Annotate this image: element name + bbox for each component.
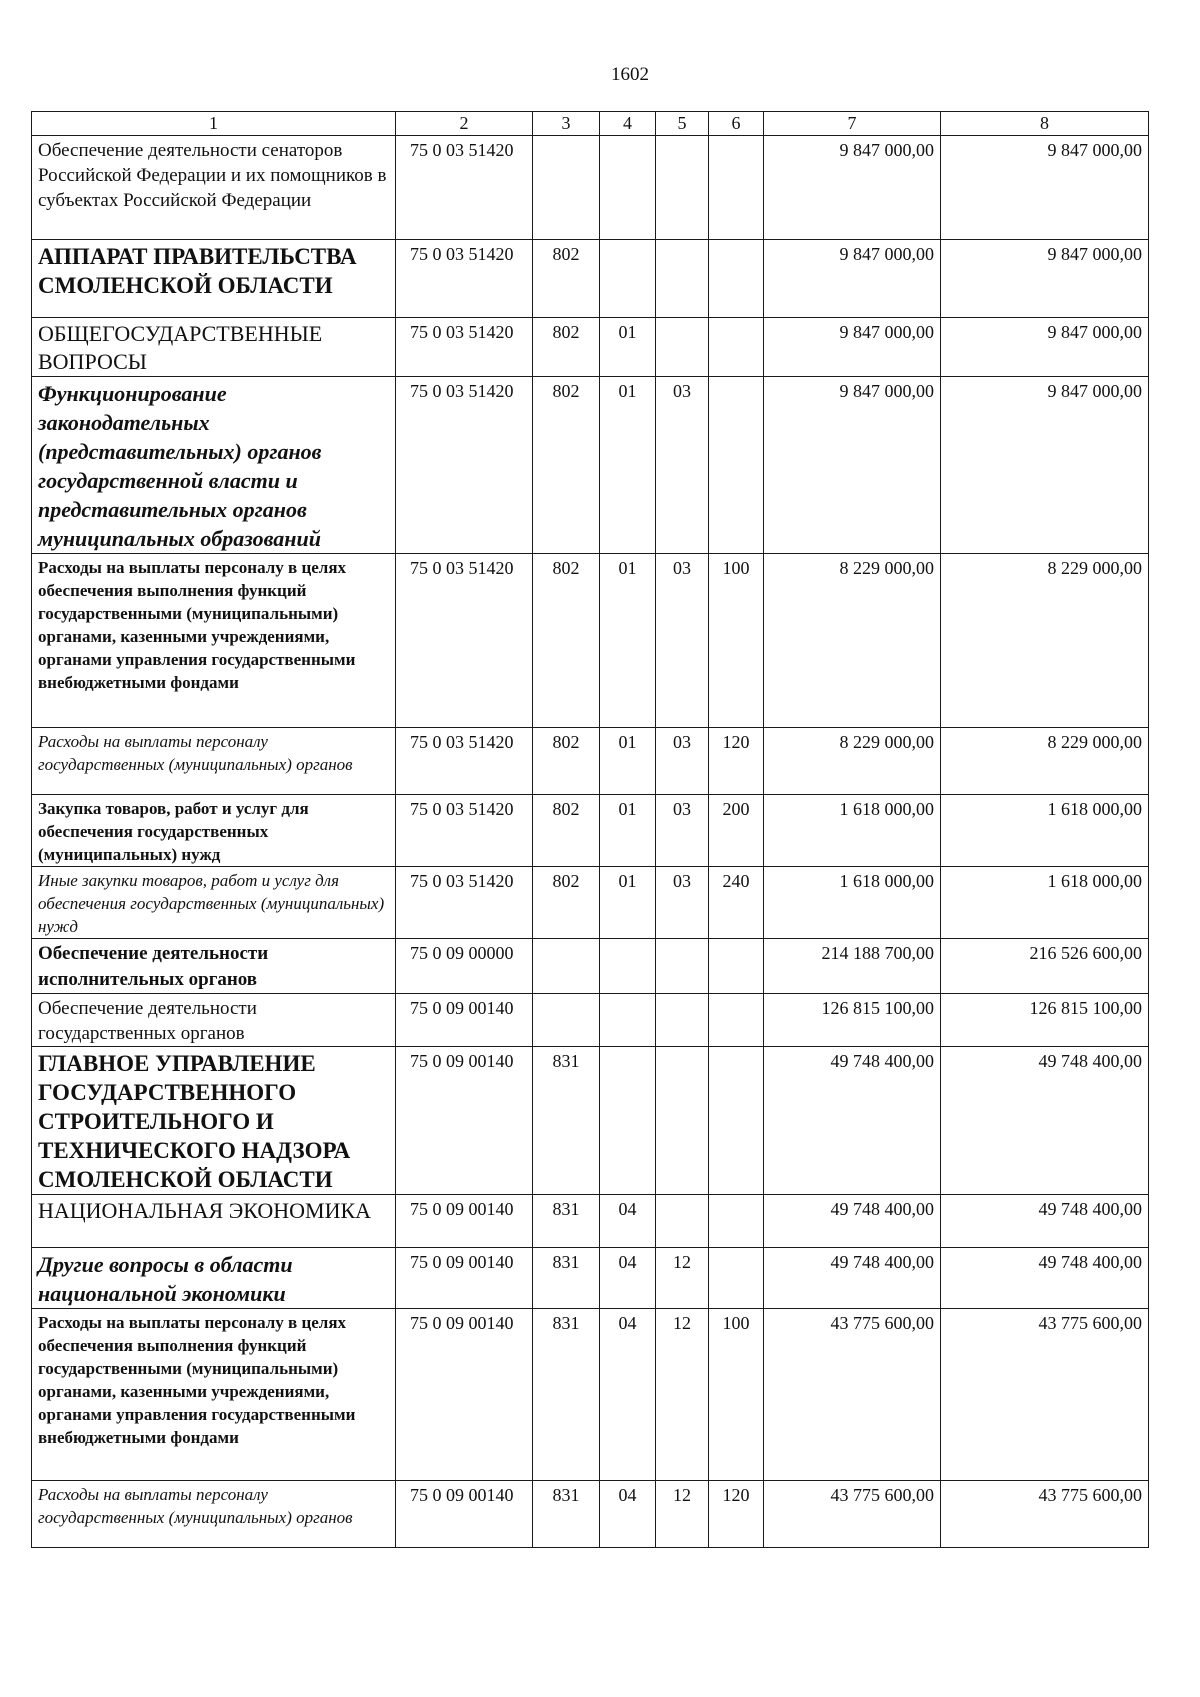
table-row <box>32 136 1149 240</box>
cell-amount-year-1: 9 847 000,00 <box>764 240 941 318</box>
cell-amount-year-2: 43 775 600,00 <box>941 1481 1149 1548</box>
table-row <box>32 554 1149 728</box>
cell-expense-type-code <box>709 1248 764 1309</box>
column-header: 2 <box>396 112 533 136</box>
cell-section-code: 01 <box>600 318 656 377</box>
cell-amount-year-2: 49 748 400,00 <box>941 1047 1149 1195</box>
cell-target-code: 75 0 03 51420 <box>396 136 533 240</box>
column-number-row <box>32 112 1149 136</box>
cell-amount-year-2: 216 526 600,00 <box>941 939 1149 994</box>
cell-amount-year-2: 9 847 000,00 <box>941 136 1149 240</box>
cell-description: ОБЩЕГОСУДАРСТВЕННЫЕ ВОПРОСЫ <box>32 318 396 377</box>
cell-target-code: 75 0 09 00140 <box>396 1047 533 1195</box>
cell-target-code: 75 0 09 00140 <box>396 1481 533 1548</box>
table-row <box>32 1195 1149 1248</box>
cell-expense-type-code: 120 <box>709 1481 764 1548</box>
table-row <box>32 318 1149 377</box>
cell-department-code: 802 <box>533 867 600 939</box>
cell-subsection-code: 03 <box>656 554 709 728</box>
cell-target-code: 75 0 03 51420 <box>396 795 533 867</box>
cell-subsection-code <box>656 994 709 1047</box>
cell-amount-year-2: 126 815 100,00 <box>941 994 1149 1047</box>
cell-amount-year-1: 214 188 700,00 <box>764 939 941 994</box>
cell-amount-year-2: 9 847 000,00 <box>941 240 1149 318</box>
cell-target-code: 75 0 03 51420 <box>396 554 533 728</box>
table-row <box>32 795 1149 867</box>
column-header: 5 <box>656 112 709 136</box>
cell-amount-year-1: 8 229 000,00 <box>764 554 941 728</box>
cell-target-code: 75 0 03 51420 <box>396 240 533 318</box>
cell-expense-type-code <box>709 1195 764 1248</box>
cell-target-code: 75 0 09 00140 <box>396 1195 533 1248</box>
cell-amount-year-2: 1 618 000,00 <box>941 795 1149 867</box>
cell-department-code: 831 <box>533 1195 600 1248</box>
cell-description: Закупка товаров, работ и услуг для обеспечения государственных (муниципальных) нужд <box>32 795 396 867</box>
cell-section-code <box>600 136 656 240</box>
cell-department-code: 802 <box>533 795 600 867</box>
cell-target-code: 75 0 03 51420 <box>396 728 533 795</box>
cell-amount-year-1: 49 748 400,00 <box>764 1248 941 1309</box>
cell-amount-year-2: 9 847 000,00 <box>941 377 1149 554</box>
table-body <box>32 112 1149 1548</box>
cell-subsection-code: 03 <box>656 728 709 795</box>
budget-table <box>31 111 1149 1548</box>
cell-department-code: 802 <box>533 554 600 728</box>
cell-amount-year-1: 9 847 000,00 <box>764 136 941 240</box>
cell-expense-type-code: 120 <box>709 728 764 795</box>
cell-amount-year-2: 49 748 400,00 <box>941 1195 1149 1248</box>
cell-amount-year-2: 8 229 000,00 <box>941 554 1149 728</box>
cell-department-code: 831 <box>533 1248 600 1309</box>
cell-subsection-code <box>656 1195 709 1248</box>
cell-target-code: 75 0 03 51420 <box>396 867 533 939</box>
cell-subsection-code: 03 <box>656 867 709 939</box>
cell-subsection-code: 12 <box>656 1248 709 1309</box>
column-header: 8 <box>941 112 1149 136</box>
cell-expense-type-code <box>709 318 764 377</box>
cell-expense-type-code: 200 <box>709 795 764 867</box>
table-row <box>32 1481 1149 1548</box>
table-row <box>32 377 1149 554</box>
cell-description: Обеспечение деятельности сенаторов Российской Федерации и их помощников в субъектах Российской Федерации <box>32 136 396 240</box>
cell-expense-type-code <box>709 994 764 1047</box>
cell-expense-type-code <box>709 377 764 554</box>
cell-target-code: 75 0 09 00000 <box>396 939 533 994</box>
cell-amount-year-1: 1 618 000,00 <box>764 867 941 939</box>
table-row <box>32 1047 1149 1195</box>
cell-amount-year-1: 126 815 100,00 <box>764 994 941 1047</box>
cell-section-code: 04 <box>600 1248 656 1309</box>
cell-description: Иные закупки товаров, работ и услуг для обеспечения государственных (муниципальных) нужд <box>32 867 396 939</box>
cell-section-code: 01 <box>600 795 656 867</box>
table-row <box>32 867 1149 939</box>
cell-expense-type-code <box>709 939 764 994</box>
cell-amount-year-2: 43 775 600,00 <box>941 1309 1149 1481</box>
page-number: 1602 <box>611 64 649 85</box>
column-header: 3 <box>533 112 600 136</box>
cell-section-code: 01 <box>600 728 656 795</box>
cell-section-code: 04 <box>600 1481 656 1548</box>
cell-description: Обеспечение деятельности государственных органов <box>32 994 396 1047</box>
cell-section-code <box>600 1047 656 1195</box>
cell-description: Обеспечение деятельности исполнительных органов <box>32 939 396 994</box>
cell-description: ГЛАВНОЕ УПРАВЛЕНИЕ ГОСУДАРСТВЕННОГО СТРОИТЕЛЬНОГО И ТЕХНИЧЕСКОГО НАДЗОРА СМОЛЕНСКОЙ ОБЛАСТИ <box>32 1047 396 1195</box>
cell-subsection-code: 12 <box>656 1309 709 1481</box>
cell-subsection-code: 03 <box>656 377 709 554</box>
cell-section-code <box>600 240 656 318</box>
cell-amount-year-2: 8 229 000,00 <box>941 728 1149 795</box>
cell-expense-type-code <box>709 136 764 240</box>
cell-expense-type-code <box>709 1047 764 1195</box>
column-header: 6 <box>709 112 764 136</box>
cell-section-code: 01 <box>600 554 656 728</box>
cell-description: Расходы на выплаты персоналу в целях обеспечения выполнения функций государственными (муниципальными) органами, казенными учреждениями, органами управления государственными внебюджетными фондами <box>32 1309 396 1481</box>
cell-amount-year-1: 49 748 400,00 <box>764 1195 941 1248</box>
cell-section-code: 04 <box>600 1309 656 1481</box>
table-row <box>32 728 1149 795</box>
cell-department-code: 831 <box>533 1481 600 1548</box>
column-header: 7 <box>764 112 941 136</box>
cell-amount-year-2: 1 618 000,00 <box>941 867 1149 939</box>
column-header: 4 <box>600 112 656 136</box>
cell-section-code <box>600 994 656 1047</box>
cell-target-code: 75 0 09 00140 <box>396 1248 533 1309</box>
cell-target-code: 75 0 03 51420 <box>396 377 533 554</box>
cell-description: Расходы на выплаты персоналу государственных (муниципальных) органов <box>32 728 396 795</box>
cell-department-code: 831 <box>533 1047 600 1195</box>
cell-description: АППАРАТ ПРАВИТЕЛЬСТВА СМОЛЕНСКОЙ ОБЛАСТИ <box>32 240 396 318</box>
cell-subsection-code <box>656 240 709 318</box>
cell-section-code: 01 <box>600 867 656 939</box>
cell-subsection-code: 03 <box>656 795 709 867</box>
cell-department-code: 802 <box>533 240 600 318</box>
table-row <box>32 994 1149 1047</box>
cell-target-code: 75 0 09 00140 <box>396 994 533 1047</box>
cell-target-code: 75 0 03 51420 <box>396 318 533 377</box>
cell-amount-year-1: 8 229 000,00 <box>764 728 941 795</box>
cell-description: Расходы на выплаты персоналу государственных (муниципальных) органов <box>32 1481 396 1548</box>
cell-department-code <box>533 994 600 1047</box>
cell-description: НАЦИОНАЛЬНАЯ ЭКОНОМИКА <box>32 1195 396 1248</box>
cell-department-code: 802 <box>533 728 600 795</box>
table-row <box>32 939 1149 994</box>
cell-subsection-code <box>656 136 709 240</box>
cell-amount-year-2: 9 847 000,00 <box>941 318 1149 377</box>
table-row <box>32 240 1149 318</box>
table-row <box>32 1248 1149 1309</box>
cell-amount-year-1: 49 748 400,00 <box>764 1047 941 1195</box>
cell-subsection-code <box>656 318 709 377</box>
column-header: 1 <box>32 112 396 136</box>
cell-amount-year-1: 9 847 000,00 <box>764 318 941 377</box>
cell-expense-type-code: 100 <box>709 554 764 728</box>
cell-expense-type-code <box>709 240 764 318</box>
cell-amount-year-1: 43 775 600,00 <box>764 1481 941 1548</box>
cell-department-code <box>533 136 600 240</box>
cell-amount-year-1: 43 775 600,00 <box>764 1309 941 1481</box>
cell-subsection-code <box>656 939 709 994</box>
cell-amount-year-2: 49 748 400,00 <box>941 1248 1149 1309</box>
cell-department-code: 802 <box>533 377 600 554</box>
cell-amount-year-1: 1 618 000,00 <box>764 795 941 867</box>
cell-department-code <box>533 939 600 994</box>
cell-expense-type-code: 240 <box>709 867 764 939</box>
cell-section-code: 04 <box>600 1195 656 1248</box>
cell-department-code: 802 <box>533 318 600 377</box>
cell-section-code <box>600 939 656 994</box>
cell-description: Функционирование законодательных (представительных) органов государственной власти и представительных органов муниципальных образований <box>32 377 396 554</box>
cell-description: Расходы на выплаты персоналу в целях обеспечения выполнения функций государственными (муниципальными) органами, казенными учреждениями, органами управления государственными внебюджетными фондами <box>32 554 396 728</box>
cell-subsection-code: 12 <box>656 1481 709 1548</box>
cell-target-code: 75 0 09 00140 <box>396 1309 533 1481</box>
cell-expense-type-code: 100 <box>709 1309 764 1481</box>
cell-amount-year-1: 9 847 000,00 <box>764 377 941 554</box>
cell-subsection-code <box>656 1047 709 1195</box>
table-row <box>32 1309 1149 1481</box>
cell-department-code: 831 <box>533 1309 600 1481</box>
cell-section-code: 01 <box>600 377 656 554</box>
cell-description: Другие вопросы в области национальной экономики <box>32 1248 396 1309</box>
